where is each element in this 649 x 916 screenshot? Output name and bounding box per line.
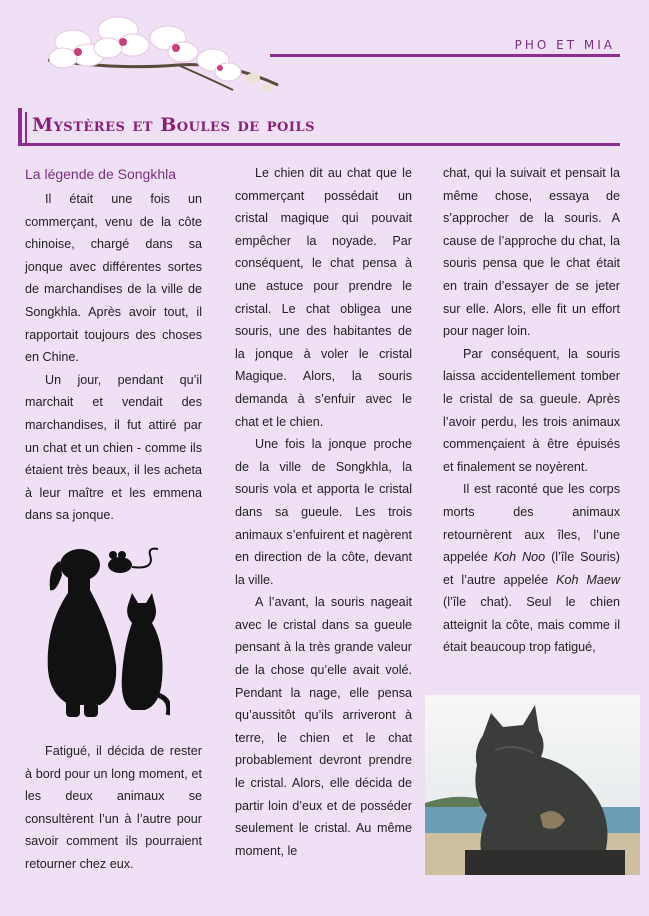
place-name-koh-maew: Koh Maew bbox=[556, 572, 620, 587]
section-title: Mystères et Boules de poils bbox=[32, 114, 315, 136]
title-bar-line bbox=[25, 112, 27, 146]
paragraph: A l’avant, la souris nageait avec le cristal dans sa gueule pensant à la très grande valeur de la chose qu’elle avait volé. Pendant la nage, elle pensa qu’aussitôt qu’ils arriveront à terre, le chien et le chat probablement devront prendre le cristal. Alors, elle décida de partir loin d’eux et de posséder seulement le cristal. Au même moment, le bbox=[235, 595, 412, 858]
place-name-koh-noo: Koh Noo bbox=[493, 550, 546, 565]
cat-statue-photo bbox=[425, 695, 640, 875]
article-column-1 bbox=[25, 162, 202, 527]
dog-cat-mouse-silhouette bbox=[40, 545, 170, 720]
paragraph bbox=[443, 478, 620, 659]
article-subtitle: La légende de Songkhla bbox=[25, 166, 177, 182]
paragraph: Un jour, pendant qu’il marchait et vendait des marchandises, il fut attiré par un chat et un chien - comme ils étaient très beaux, il les acheta à leur maître et les emmena dans sa jonque. bbox=[25, 372, 202, 523]
title-bar-underline bbox=[18, 143, 620, 146]
paragraph: Par conséquent, la souris laissa accidentellement tomber le cristal de sa gueule. Après l’avoir perdu, les trois animaux commençaient à être épuisés et finalement se noyèrent. bbox=[443, 346, 620, 474]
section-title-bar bbox=[18, 108, 620, 146]
paragraph: Il était une fois un commerçant, venu de la côte chinoise, chargé dans sa jonque avec différentes sortes de marchandises de la ville de Songkhla. Après avoir tout, il rapportait toujours des choses en Chine. bbox=[25, 192, 202, 365]
paragraph: Le chien dit au chat que le commerçant possédait un cristal magique qui pouvait empêcher la noyade. Par conséquent, le chat pensa à une astuce pour prendre le cristal. Le chat obligea une souris, une des habitantes de la jonque à voler le cristal Magique. Alors, la souris demanda à s’enfuir avec le chat et le chien. bbox=[235, 166, 412, 429]
text-run: Il est raconté que les corps morts des animaux retournèrent aux îles, l’une appelée bbox=[443, 482, 620, 565]
article-column-2 bbox=[235, 162, 412, 862]
paragraph: Fatigué, il décida de rester à bord pour un long moment, et les deux animaux se consultèrent l’un à l’autre pour savoir comment ils pourraient retourner chez eux. bbox=[25, 744, 202, 871]
paragraph: chat, qui la suivait et pensait la même chose, essaya de s’approcher de la souris. A cause de l’approche du chat, la souris pensa que le chat était en train d’essayer de se jeter sur elle. Alors, elle fit un effort pour nager loin. bbox=[443, 166, 620, 339]
title-bar-line bbox=[18, 108, 22, 146]
article-column-1-bottom bbox=[25, 740, 202, 876]
orchid-decoration bbox=[28, 0, 288, 100]
article-column-3 bbox=[443, 162, 620, 659]
header-brand: PHO ET MIA bbox=[514, 38, 615, 52]
text-run: (l’île chat). Seul le chien atteignit la côte, mais comme il était beaucoup trop fatigué, bbox=[443, 595, 620, 655]
text-run: (l’île Souris) et l’autre appelée bbox=[443, 550, 621, 587]
paragraph: Une fois la jonque proche de la ville de Songkhla, la souris vola et apporta le cristal dans sa gueule. Les trois animaux s’enfuirent et nagèrent en direction de la côte, devant la ville. bbox=[235, 437, 412, 587]
header-rule bbox=[270, 54, 620, 57]
